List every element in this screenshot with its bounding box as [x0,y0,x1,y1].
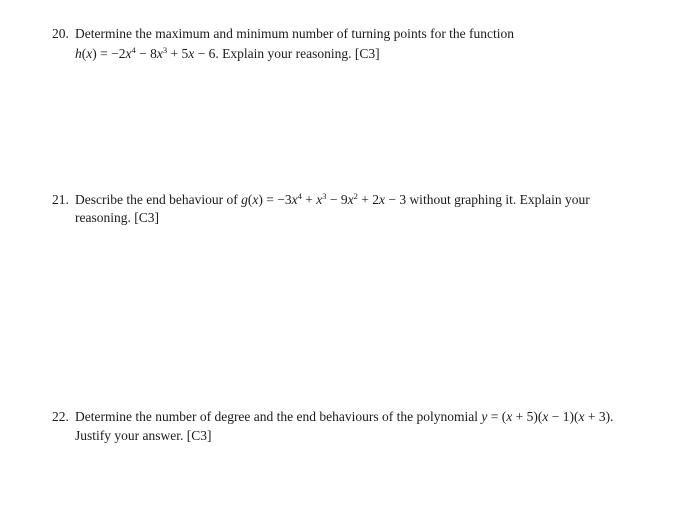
question-text-line-2: Justify your answer. [C3] [75,428,212,443]
polynomial-y: y = (x + 5)(x − 1)(x + 3) [481,409,611,424]
question-number: 21. [52,192,69,207]
question-number: 20. [52,26,69,41]
question-text-tail: . Explain your reasoning. [C3] [215,46,380,61]
function-h: $h(x) = -2x^4 - 8x^3 + 5x - 6$ [75,45,216,61]
question-number: 22. [52,409,69,424]
function-g: $g(x) = -3x^4 + x^3 - 9x^2 + 2x - 3$ [241,191,407,207]
question-text-line-2 [75,46,380,62]
question-text-line-1: Determine the maximum and minimum number of turning points for the function [75,26,515,41]
question-text-line-1 [75,409,614,425]
question-text-tail: . [610,409,614,424]
question-text-head: Describe the end behaviour of [75,192,242,207]
question-text-head: Determine the number of degree and the end behaviours of the polynomial [75,409,482,424]
question-text-line-2: reasoning. [C3] [75,210,159,225]
question-text-line-1 [75,192,590,208]
question-text-tail: without graphing it. Explain your [406,192,590,207]
